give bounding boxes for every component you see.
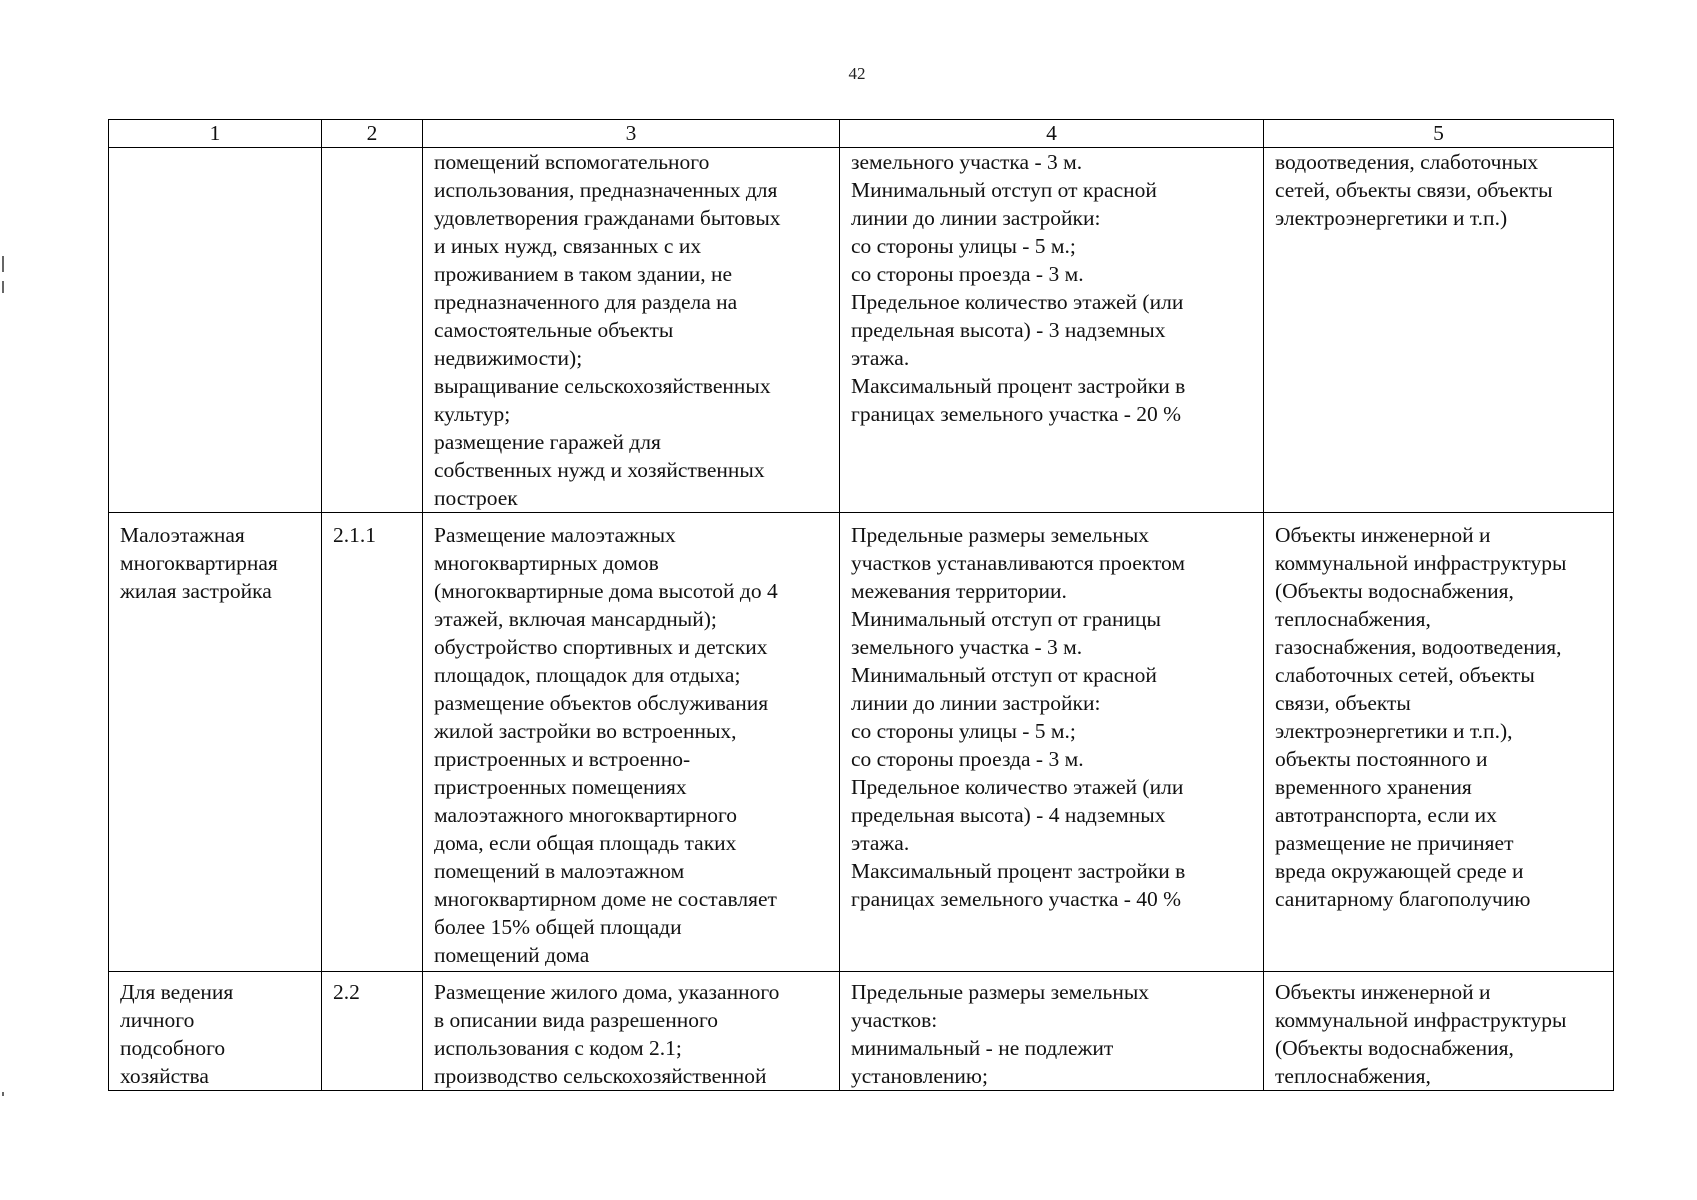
- cell-text-line: минимальный - не подлежит: [851, 1036, 1114, 1060]
- cell-text: 2.1.1: [333, 523, 376, 547]
- cell-text-line: границах земельного участка - 20 %: [851, 402, 1182, 426]
- cell-text-line: помещений в малоэтажном: [434, 859, 685, 883]
- cell-text-line: вреда окружающей среде и: [1275, 859, 1524, 883]
- cell-text-line: Предельные размеры земельных: [851, 523, 1150, 547]
- description-cell: [423, 513, 840, 972]
- cell-text-line: площадок, площадок для отдыха;: [434, 663, 741, 687]
- cell-text-line: (Объекты водоснабжения,: [1275, 579, 1514, 603]
- cell-text-line: обустройство спортивных и детских: [434, 635, 768, 659]
- cell-text-line: более 15% общей площади: [434, 915, 682, 939]
- cell-text-line: электроэнергетики и т.п.),: [1275, 719, 1513, 743]
- cell-text-line: границах земельного участка - 40 %: [851, 887, 1182, 911]
- use-name-cell: [109, 972, 322, 1091]
- cell-text-line: со стороны проезда - 3 м.: [851, 262, 1084, 286]
- cell-text-line: помещений вспомогательного: [434, 150, 710, 174]
- cell-text-line: помещений дома: [434, 943, 590, 967]
- parameters-cell: [840, 148, 1264, 513]
- cell-text-line: Минимальный отступ от красной: [851, 663, 1157, 687]
- cell-text-line: электроэнергетики и т.п.): [1275, 206, 1508, 230]
- cell-text: 2.2: [333, 980, 360, 1004]
- table-row: [109, 148, 1614, 513]
- scan-artifact: [2, 1092, 4, 1096]
- cell-text-line: культур;: [434, 402, 511, 426]
- cell-text-line: предназначенного для раздела на: [434, 290, 738, 314]
- cell-text-line: Размещение жилого дома, указанного: [434, 980, 780, 1004]
- cell-text-line: многоквартирная: [120, 551, 278, 575]
- use-code-cell: [322, 148, 423, 513]
- cell-text-line: Максимальный процент застройки в: [851, 859, 1186, 883]
- cell-text-line: участков устанавливаются проектом: [851, 551, 1186, 575]
- cell-text-line: связи, объекты: [1275, 691, 1411, 715]
- cell-text-line: земельного участка - 3 м.: [851, 150, 1083, 174]
- cell-text-line: со стороны проезда - 3 м.: [851, 747, 1084, 771]
- cell-text-line: Предельное количество этажей (или: [851, 290, 1184, 314]
- cell-text-line: сетей, объекты связи, объекты: [1275, 178, 1553, 202]
- cell-text-line: временного хранения: [1275, 775, 1472, 799]
- cell-text-line: Объекты инженерной и: [1275, 980, 1491, 1004]
- table-row: [109, 972, 1614, 1091]
- column-header-3: 3: [423, 120, 840, 148]
- cell-text-line: производство сельскохозяйственной: [434, 1064, 767, 1088]
- page-number: 42: [848, 64, 866, 83]
- cell-text-line: дома, если общая площадь таких: [434, 831, 737, 855]
- cell-text-line: жилой застройки во встроенных,: [434, 719, 737, 743]
- cell-text-line: водоотведения, слаботочных: [1275, 150, 1539, 174]
- cell-text-line: личного: [120, 1008, 195, 1032]
- cell-text-line: (многоквартирные дома высотой до 4: [434, 579, 778, 603]
- table-row: [109, 513, 1614, 972]
- cell-text-line: (Объекты водоснабжения,: [1275, 1036, 1514, 1060]
- column-header-1: 1: [109, 120, 322, 148]
- auxiliary-cell: [1264, 148, 1614, 513]
- cell-text-line: теплоснабжения,: [1275, 607, 1431, 631]
- cell-text-line: предельная высота) - 3 надземных: [851, 318, 1166, 342]
- parameters-cell: [840, 513, 1264, 972]
- scan-artifact: [2, 256, 4, 272]
- cell-text-line: предельная высота) - 4 надземных: [851, 803, 1166, 827]
- cell-text-line: использования с кодом 2.1;: [434, 1036, 682, 1060]
- cell-text-line: Минимальный отступ от красной: [851, 178, 1157, 202]
- cell-text-line: санитарному благополучию: [1275, 887, 1531, 911]
- cell-text-line: коммунальной инфраструктуры: [1275, 1008, 1567, 1032]
- cell-text-line: пристроенных помещениях: [434, 775, 687, 799]
- cell-text-line: Максимальный процент застройки в: [851, 374, 1186, 398]
- use-name-cell: [109, 148, 322, 513]
- cell-text-line: со стороны улицы - 5 м.;: [851, 719, 1076, 743]
- scan-artifact: [2, 281, 4, 293]
- column-header-4: 4: [840, 120, 1264, 148]
- cell-text-line: подсобного: [120, 1036, 226, 1060]
- cell-text-line: Объекты инженерной и: [1275, 523, 1491, 547]
- cell-text-line: коммунальной инфраструктуры: [1275, 551, 1567, 575]
- cell-text-line: выращивание сельскохозяйственных: [434, 374, 771, 398]
- column-header-2: 2: [322, 120, 423, 148]
- cell-text-line: жилая застройка: [120, 579, 272, 603]
- cell-text-line: земельного участка - 3 м.: [851, 635, 1083, 659]
- cell-text-line: Для ведения: [120, 980, 234, 1004]
- use-name-cell: [109, 513, 322, 972]
- auxiliary-cell: [1264, 972, 1614, 1091]
- cell-text-line: Малоэтажная: [120, 523, 245, 547]
- cell-text-line: пристроенных и встроенно-: [434, 747, 691, 771]
- cell-text-line: слаботочных сетей, объекты: [1275, 663, 1535, 687]
- cell-text-line: собственных нужд и хозяйственных: [434, 458, 765, 482]
- cell-text-line: самостоятельные объекты: [434, 318, 674, 342]
- cell-text-line: малоэтажного многоквартирного: [434, 803, 738, 827]
- cell-text-line: и иных нужд, связанных с их: [434, 234, 702, 258]
- cell-text-line: хозяйства: [120, 1064, 209, 1088]
- cell-text-line: Предельное количество этажей (или: [851, 775, 1184, 799]
- cell-text-line: линии до линии застройки:: [851, 206, 1101, 230]
- cell-text-line: установлению;: [851, 1064, 988, 1088]
- header-row: [109, 120, 1614, 148]
- cell-text-line: размещение объектов обслуживания: [434, 691, 769, 715]
- auxiliary-cell: [1264, 513, 1614, 972]
- cell-text-line: этажа.: [851, 346, 910, 370]
- cell-text-line: объекты постоянного и: [1275, 747, 1488, 771]
- cell-text-line: этажа.: [851, 831, 910, 855]
- cell-text-line: удовлетворения гражданами бытовых: [434, 206, 781, 230]
- cell-text-line: участков:: [851, 1008, 938, 1032]
- cell-text-line: линии до линии застройки:: [851, 691, 1101, 715]
- cell-text-line: размещение гаражей для: [434, 430, 661, 454]
- cell-text-line: со стороны улицы - 5 м.;: [851, 234, 1076, 258]
- cell-text-line: межевания территории.: [851, 579, 1067, 603]
- column-header-5: 5: [1264, 120, 1614, 148]
- cell-text-line: Размещение малоэтажных: [434, 523, 676, 547]
- description-cell: [423, 148, 840, 513]
- cell-text-line: размещение не причиняет: [1275, 831, 1514, 855]
- cell-text-line: этажей, включая мансардный);: [434, 607, 717, 631]
- cell-text-line: автотранспорта, если их: [1275, 803, 1497, 827]
- cell-text-line: многоквартирном доме не составляет: [434, 887, 777, 911]
- parameters-cell: [840, 972, 1264, 1091]
- use-code-cell: [322, 972, 423, 1091]
- description-cell: [423, 972, 840, 1091]
- cell-text-line: многоквартирных домов: [434, 551, 659, 575]
- cell-text-line: построек: [434, 486, 518, 510]
- cell-text-line: недвижимости);: [434, 346, 583, 370]
- cell-text-line: теплоснабжения,: [1275, 1064, 1431, 1088]
- cell-text-line: проживанием в таком здании, не: [434, 262, 733, 286]
- cell-text-line: в описании вида разрешенного: [434, 1008, 719, 1032]
- land-use-table: [108, 119, 1614, 1091]
- cell-text-line: использования, предназначенных для: [434, 178, 778, 202]
- use-code-cell: [322, 513, 423, 972]
- cell-text-line: Предельные размеры земельных: [851, 980, 1150, 1004]
- cell-text-line: Минимальный отступ от границы: [851, 607, 1161, 631]
- cell-text-line: газоснабжения, водоотведения,: [1275, 635, 1562, 659]
